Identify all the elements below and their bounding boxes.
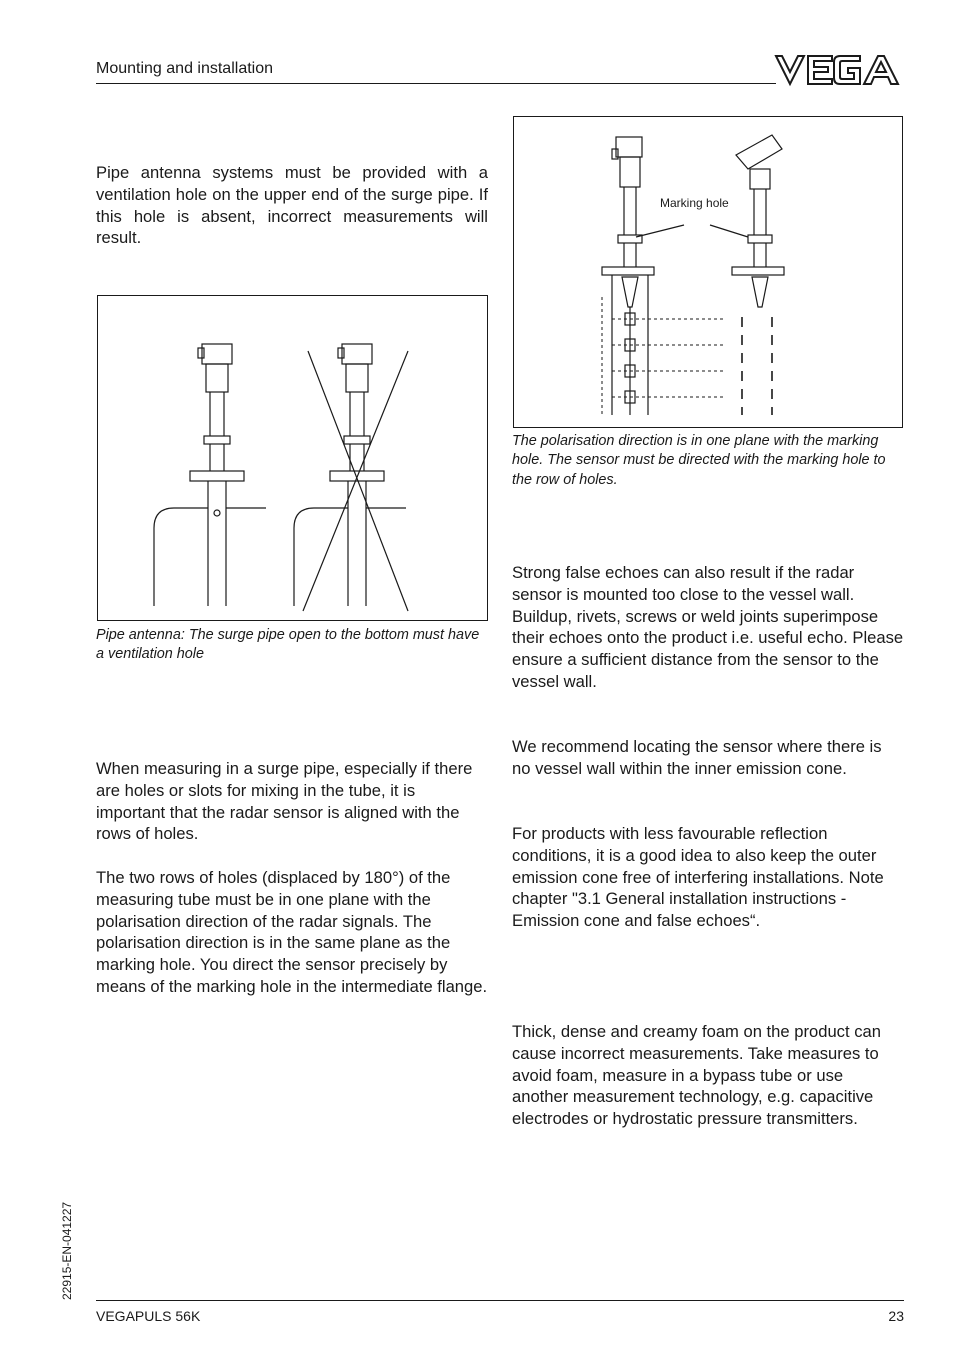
- figure-1-caption: Pipe antenna: The surge pipe open to the bottom must have a ventilation hole: [96, 627, 480, 663]
- false-echoes-paragraph: Strong false echoes can also result if the radar sensor is mounted too close to the vessel wall. Buildup, rivets, screws or weld joints superimpose their echoes onto the product i.e. useful echo. Please ensure a sufficient distance from the sensor to the vessel wall.: [512, 563, 904, 691]
- marking-hole-label: Marking hole: [660, 196, 729, 210]
- marking-hole-figure: [513, 116, 903, 428]
- header-divider: [96, 83, 776, 84]
- vega-logo: [772, 50, 902, 90]
- emission-cone-paragraph: We recommend locating the sensor where there is no vessel wall within the inner emission cone.: [512, 737, 882, 778]
- reflection-conditions-paragraph: For products with less favourable reflection conditions, it is a good idea to also keep the outer emission cone free of interfering installations. Note chapter "3.1 General installation instructions - Emission cone and false echoes“.: [512, 824, 884, 931]
- foam-paragraph: Thick, dense and creamy foam on the product can cause incorrect measurements. Take measures to avoid foam, measure in a bypass tube or use another measurement technology, e.g. capacitive electrodes or hydrostatic pressure transmitters.: [512, 1022, 881, 1129]
- rows-of-holes-paragraph: The two rows of holes (displaced by 180°) of the measuring tube must be in one plane with the polarisation direction of the radar signals. The polarisation direction is in the same plane as the marking hole. You direct the sensor precisely by means of the marking hole in the intermediate flange.: [96, 868, 488, 996]
- product-name: VEGAPULS 56K: [96, 1308, 201, 1324]
- ventilation-paragraph: Pipe antenna systems must be provided with a ventilation hole on the upper end of the surge pipe. If this hole is absent, incorrect measurements will result.: [96, 163, 488, 248]
- page-number: 23: [888, 1308, 904, 1324]
- figure-2-caption: The polarisation direction is in one plane with the marking hole. The sensor must be directed with the marking hole to the row of holes.: [512, 433, 886, 488]
- footer-divider: [96, 1300, 904, 1301]
- pipe-antenna-figure: [97, 295, 488, 621]
- surge-pipe-paragraph: When measuring in a surge pipe, especially if there are holes or slots for mixing in the tube, it is important that the radar sensor is aligned with the rows of holes.: [96, 759, 473, 844]
- document-number: 22915-EN-041227: [60, 1201, 74, 1300]
- section-title: Mounting and installation: [96, 60, 274, 77]
